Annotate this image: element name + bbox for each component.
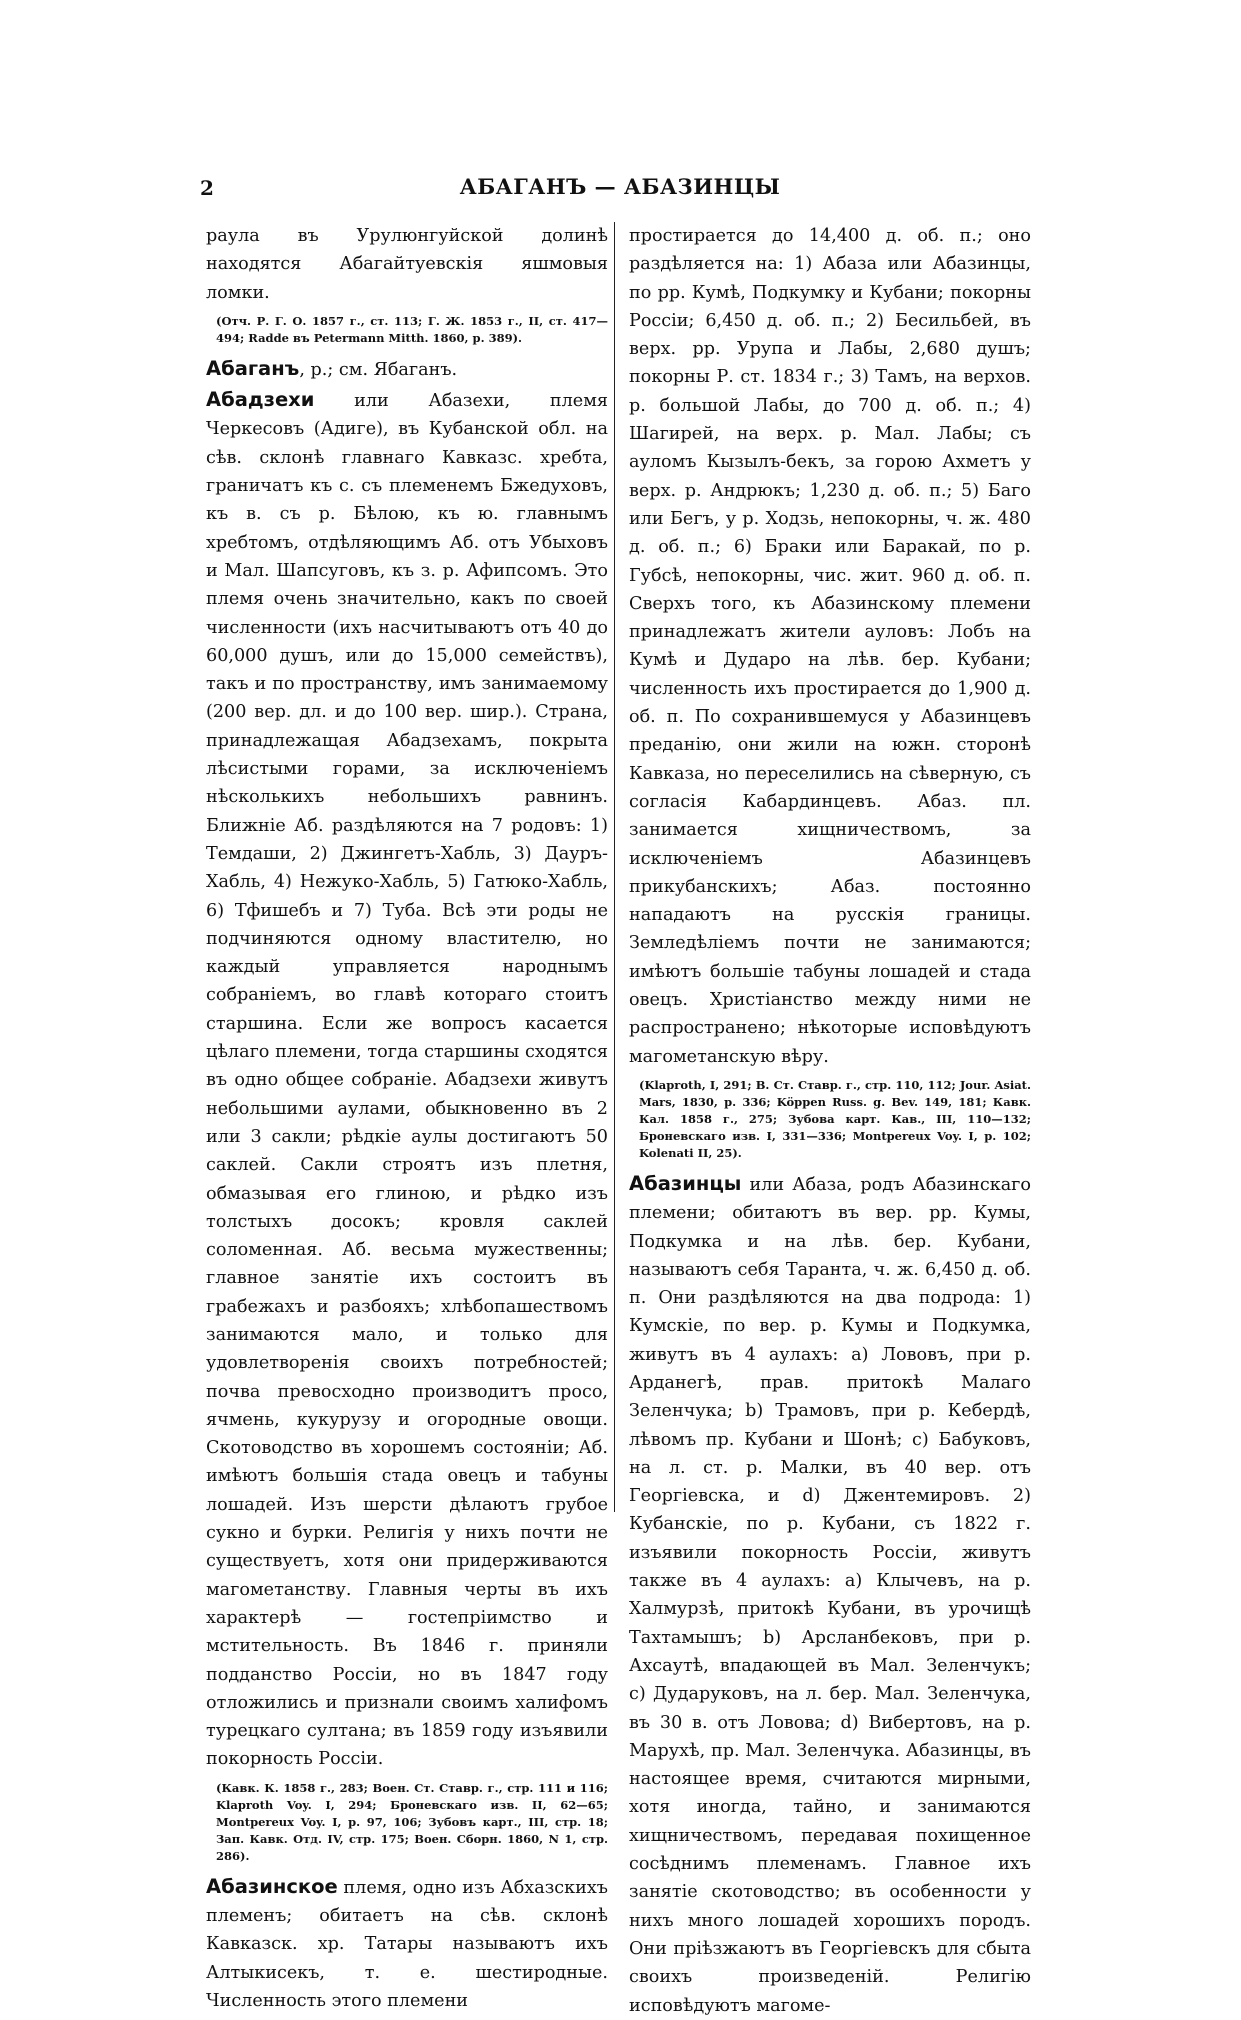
entry-abadzekhi-text: или Абазехи, племя Черкесовъ (Адиге), въ Кубанской обл. на сѣв. склонѣ главнаго Кавказс. хребта, граничатъ къ с. съ племенемъ Бжедуховъ, къ в. съ р. Бѣлою, къ ю. главнымъ хребтомъ, отдѣляющимъ Аб. отъ Убыховъ и Мал. Шапсуговъ, къ з. р. Афипсомъ. Это племя очень значительно, какъ по своей численности (ихъ насчитываютъ отъ 40 до 60,000 душъ, или до 15,000 семействъ), такъ и по пространству, имъ занимаемому (200 вер. дл. и до 100 вер. шир.). Страна, принадлежащая Абадзехамъ, покрыта лѣсистыми горами, за исключеніемъ нѣсколькихъ небольшихъ равнинъ. Ближніе Аб. раздѣляются на 7 родовъ: 1) Темдаши, 2) Джингетъ-Хабль, 3) Дауръ-Хабль, 4) Нежуко-Хабль, 5) Гатюко-Хабль, 6) Тфишебъ и 7) Туба. Всѣ эти роды не подчиняются одному властителю, но каждый управляется народнымъ собраніемъ, во главѣ котораго стоитъ старшина. Если же вопросъ касается цѣлаго племени, тогда старшины сходятся въ одно общее собраніе. Абадзехи живутъ небольшими аулами, обыкновенно въ 2 или 3 сакли; рѣдкіе аулы достигаютъ 50 саклей. Сакли строятъ изъ плетня, обмазывая его глиною, и рѣдко изъ толстыхъ досокъ; кровля саклей соломенная. Аб. весьма мужественны; главное занятіе ихъ состоитъ въ грабежахъ и разбояхъ; хлѣбопашествомъ занимаются мало, и только для удовлетворенія своихъ потребностей; почва превосходно производитъ просо, ячмень, кукурузу и огородные овощи. Скотоводство въ хорошемъ состояніи; Аб. имѣютъ большія стада овецъ и табуны лошадей. Изъ шерсти дѣлаютъ грубое сукно и бурки. Религія у нихъ почти не существуетъ, хотя они придерживаются магометанству. Главныя черты въ ихъ характерѣ — гостепріимство и мстительность. Въ 1846 г. приняли подданство Россіи, но въ 1847 году отложились и признали своимъ халифомъ турецкаго султана; въ 1859 году изъявили покорность Россіи. (206, 391, 608, 1770)
entry-abadzekhi (206, 386, 608, 1774)
headword-abagan: Абаганъ (206, 356, 300, 380)
column-divider (614, 222, 615, 1512)
entry-abazinskoe (206, 1873, 608, 2015)
entry-abazinskoe-text: племя, одно изъ Абхазскихъ племенъ; обитаетъ на сѣв. склонѣ Кавказск. хр. Татары называютъ ихъ Алтыкисекъ, т. е. шестиродные. Численность этого племени (206, 1877, 608, 2011)
entry-abazintsy-text: или Абаза, родъ Абазинскаго племени; обитаютъ въ вер. рр. Кумы, Подкумка и на лѣв. бер. Кубани, называютъ себя Таранта, ч. ж. 6,450 д. об. п. Они раздѣляются на два подрода: 1) Кумскіе, по вер. р. Кумы и Подкумка, живутъ въ 4 аулахъ: a) Лововъ, при р. Арданегѣ, прав. притокѣ Малаго Зеленчука; b) Трамовъ, при р. Кебердѣ, лѣвомъ пр. Кубани и Шонѣ; c) Бабуковъ, на л. ст. р. Малки, въ 40 вер. отъ Георгіевска, и d) Джентемировъ. 2) Кубанскіе, по р. Кубани, съ 1822 г. изъявили покорность Россіи, живутъ также въ 4 аулахъ: a) Клычевъ, на р. Халмурзѣ, притокѣ Кубани, въ урочищѣ Тахтамышъ; b) Арсланбековъ, при р. Ахсаутѣ, впадающей въ Мал. Зеленчукъ; c) Дударуковъ, на л. бер. Мал. Зеленчука, въ 30 в. отъ Ловова; d) Вибертовъ, на р. Марухѣ, пр. Мал. Зеленчука. Абазинцы, въ настоящее время, считаются мирными, хотя иногда, тайно, и занимаются хищничествомъ, передавая похищенное сосѣднимъ племенамъ. Главное ихъ занятіе скотоводство; въ особенности у нихъ много лошадей хорошихъ породъ. Они пріѣзжаютъ въ Георгіевскъ для сбыта своихъ произведеній. Религію исповѣдуютъ магоме- (629, 1174, 1031, 2016)
headword-abazinskoe: Абазинское (206, 1874, 338, 1898)
entry-abazintsy (629, 1170, 1031, 2020)
intro-text: раула въ Урулюнгуйской долинѣ находятся Абагайтуевскія яшмовыя ломки. (206, 226, 608, 303)
right-column (629, 222, 1031, 2020)
headword-abazintsy: Абазинцы (629, 1171, 742, 1195)
entry-abagan (206, 355, 608, 384)
intro-source: (Отч. Р. Г. О. 1857 г., ст. 113; Г. Ж. 1853 г., II, ст. 417—494; Radde въ Petermann Mitth. 1860, p. 389). (216, 313, 608, 345)
left-column (206, 222, 608, 2015)
running-head: АБАГАНЪ — АБАЗИНЦЫ (459, 174, 781, 199)
abadzekhi-source: (Кавк. К. 1858 г., 283; Воен. Ст. Ставр. г., стр. 111 и 116; Klaproth Voy. I, 294; Броневскаго изв. II, 62—65; Montpereux Voy. I, p. 97, 106; Зубовъ карт., III, стр. 18; Зап. Кавк. Отд. IV, стр. 175; Воен. Сборн. 1860, N 1, стр. 286). (216, 1780, 608, 1863)
continuation-text: простирается до 14,400 д. об. п.; оно раздѣляется на: 1) Абаза или Абазинцы, по рр. Кумѣ, Подкумку и Кубани; покорны Россіи; 6,450 д. об. п.; 2) Бесильбей, въ верх. рр. Урупа и Лабы, 2,680 душъ; покорны Р. ст. 1834 г.; 3) Тамъ, на верхов. р. большой Лабы, до 700 д. об. п.; 4) Шагирей, на верх. р. Мал. Лабы; съ ауломъ Кызылъ-бекъ, за горою Ахметъ у верх. р. Андрюкъ; 1,230 д. об. п.; 5) Баго или Бегъ, у р. Ходзь, непокорны, ч. ж. 480 д. об. п.; 6) Браки или Баракай, по р. Губсѣ, непокорны, чис. жит. 960 д. об. п. Сверхъ того, къ Абазинскому племени принадлежатъ жители ауловъ: Лобъ на Кумѣ и Дударо на лѣв. бер. Кубани; численность ихъ простирается до 1,900 д. об. п. По сохранившемуся у Абазинцевъ преданію, они жили на южн. сторонѣ Кавказа, но переселились на сѣверную, съ согласія Кабардинцевъ. Абаз. пл. занимается хищничествомъ, за исключеніемъ Абазинцевъ прикубанскихъ; Абаз. постоянно нападаютъ на русскія границы. Земледѣліемъ почти не занимаются; имѣютъ большіе табуны лошадей и стада овецъ. Христіанство между ними не распространено; нѣкоторые исповѣдуютъ магометанскую вѣру. (629, 226, 1031, 1067)
page-number: 2 (200, 176, 214, 200)
continuation-source: (Klaproth, I, 291; В. Ст. Ставр. г., стр. 110, 112; Jour. Asiat. Mars, 1830, p. 336; Köppen Russ. g. Bev. 149, 181; Кавк. Кал. 1858 г., 275; Зубова карт. Кав., III, 110—132; Броневскаго изв. I, 331—336; Montpereux Voy. I, p. 102; Kolenati II, 25). (639, 1077, 1031, 1160)
entry-abagan-text: , р.; см. Ябаганъ. (299, 359, 458, 380)
headword-abadzekhi: Абадзехи (206, 388, 315, 412)
